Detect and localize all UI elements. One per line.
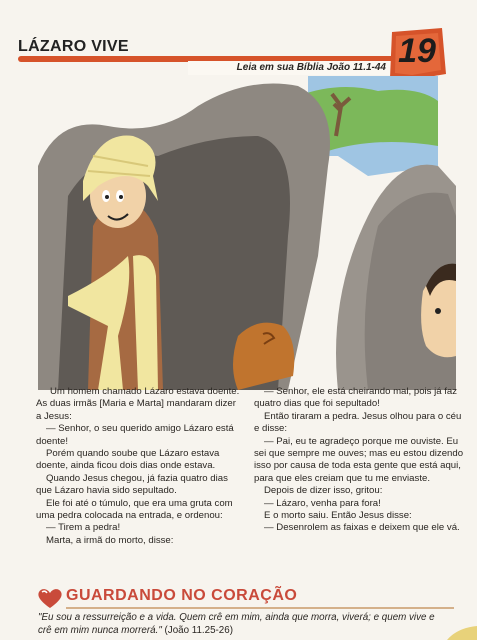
story-paragraph: Ele foi até o túmulo, que era uma gruta com uma pedra colocada na entrada, e ordenou: (36, 497, 233, 522)
story-paragraph: Então tiraram a pedra. Jesus olhou para o céu e disse: (254, 410, 462, 435)
illustration (38, 76, 456, 390)
story-paragraph: — Senhor, o seu querido amigo Lázaro está doente! (36, 423, 234, 447)
story-paragraph: — Tirem a pedra! (46, 522, 121, 534)
story-paragraph: Porém quando soube que Lázaro estava doente, ainda ficou dois dias onde estava. (36, 448, 220, 472)
corner-decoration (447, 622, 477, 640)
memory-rule (66, 607, 454, 609)
story-paragraph: Depois de dizer isso, gritou: (264, 485, 383, 497)
story-paragraph: E o morto saiu. Então Jesus disse: (264, 510, 412, 522)
story-paragraph: — Desenrolem as faixas e deixem que ele vá. (264, 522, 460, 534)
story-column-left (36, 386, 241, 547)
memory-heading: GUARDANDO NO CORAÇÃO (66, 587, 298, 604)
number-badge-icon (386, 26, 448, 82)
heart-icon (36, 586, 64, 610)
story-paragraph: — Senhor, ele está cheirando mal, pois já faz quatro dias que foi sepultado! (254, 386, 458, 410)
bible-reference: Leia em sua Bíblia João 11.1-44 (188, 61, 400, 75)
story-paragraph: Quando Jesus chegou, já fazia quatro dias que Lázaro havia sido sepultado. (36, 472, 228, 497)
memory-verse-reference: (João 11.25-26) (164, 624, 233, 636)
story-column-right (254, 386, 464, 535)
page-title: LÁZARO VIVE (18, 38, 129, 55)
lesson-number: 19 (398, 32, 436, 70)
memory-section (34, 582, 454, 612)
story-paragraph: — Pai, eu te agradeço porque me ouviste. Eu sei que sempre me ouves; mas eu estou dizendo isso por causa de toda esta gente que está aqui, para que eles creiam que tu me enviaste. (254, 435, 464, 484)
memory-verse (38, 612, 438, 637)
story-paragraph: Marta, a irmã do morto, disse: (46, 534, 174, 546)
story-paragraph: — Lázaro, venha para fora! (264, 497, 381, 509)
memory-verse-text: "Eu sou a ressurreição e a vida. Quem crê em mim, ainda que morra, viverá; e quem vive e crê em mim nunca morrerá." (38, 612, 435, 636)
story-paragraph: Um homem chamado Lázaro estava doente. As duas irmãs [Maria e Marta] mandaram dizer a Jesus: (36, 386, 240, 422)
